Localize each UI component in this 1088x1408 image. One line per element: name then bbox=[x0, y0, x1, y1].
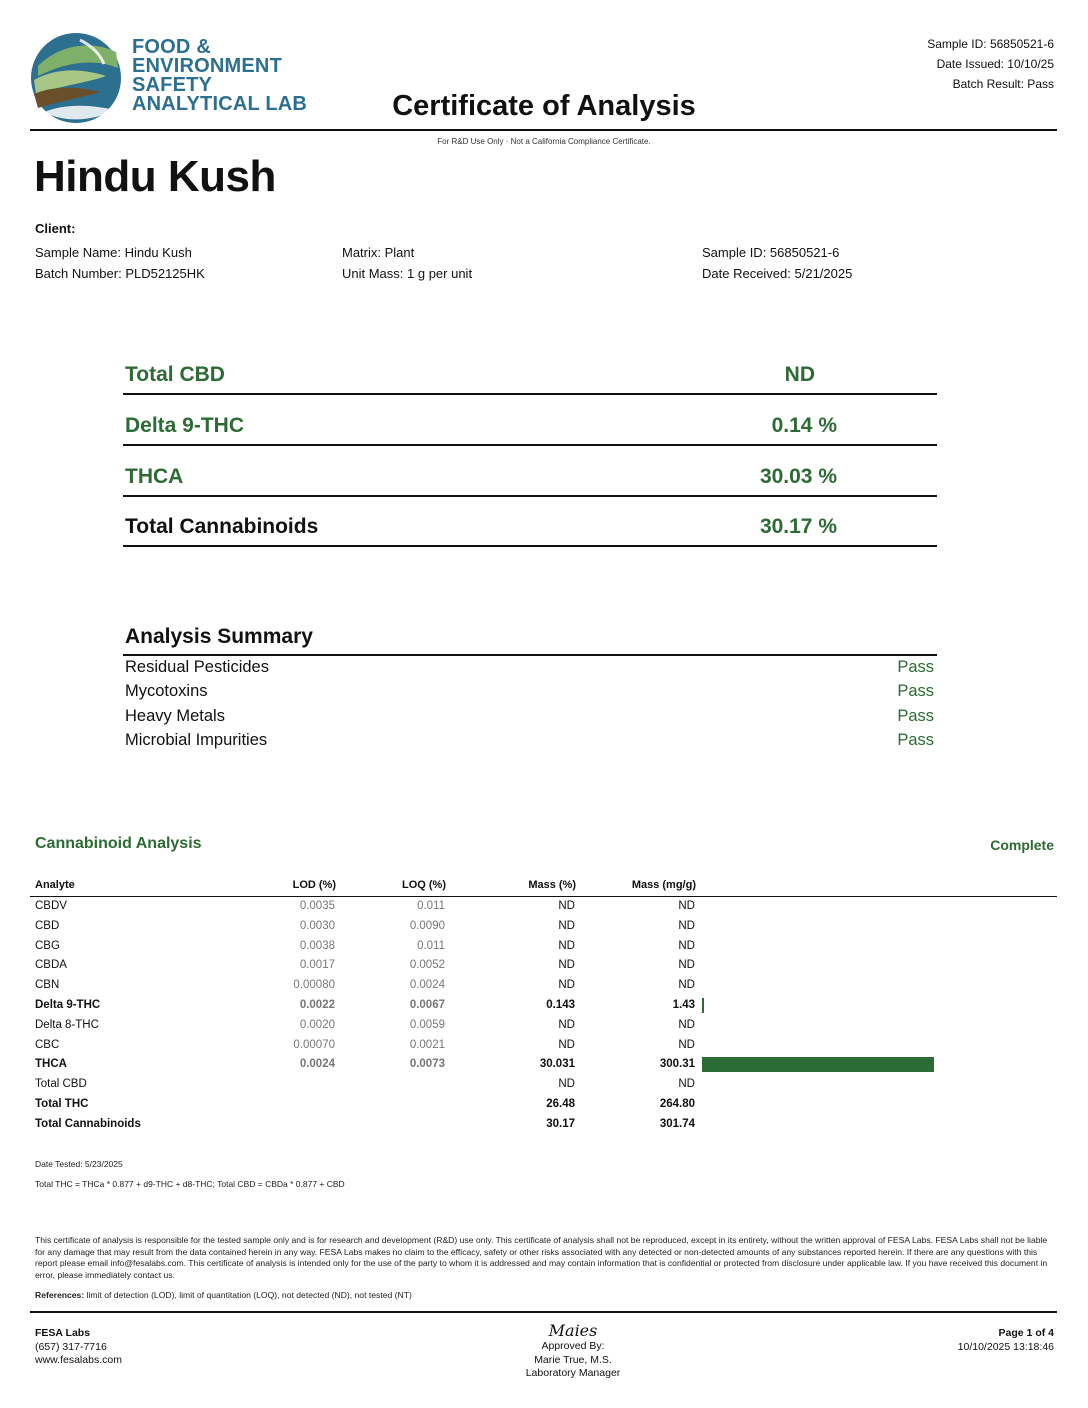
potency-label: Delta 9-THC bbox=[125, 414, 245, 437]
cell-analyte: Total Cannabinoids bbox=[35, 1117, 141, 1130]
sample-info-col-1 bbox=[35, 242, 205, 284]
analysis-summary-title: Analysis Summary bbox=[125, 625, 313, 648]
table-row bbox=[30, 1115, 1057, 1135]
cell-loq: 0.0052 bbox=[409, 959, 445, 972]
potency-label: Total Cannabinoids bbox=[125, 515, 319, 538]
table-row bbox=[30, 1055, 1057, 1075]
report-timestamp: 10/10/2025 13:18:46 bbox=[957, 1340, 1054, 1353]
cell-mass-mg: 264.80 bbox=[659, 1098, 695, 1110]
references bbox=[35, 1290, 412, 1300]
sample-info-col-2 bbox=[342, 242, 472, 284]
cell-loq: 0.0024 bbox=[409, 979, 445, 992]
header-meta bbox=[927, 34, 1054, 94]
cell-analyte: Delta 9-THC bbox=[35, 999, 101, 1011]
col-header-loq: LOQ (%) bbox=[402, 879, 446, 891]
summary-row bbox=[125, 731, 934, 755]
cell-mass-percent: 30.17 bbox=[546, 1117, 575, 1130]
cell-mass-percent: ND bbox=[558, 919, 575, 932]
cell-lod: 0.0024 bbox=[299, 1058, 335, 1071]
cell-mass-mg: ND bbox=[678, 939, 695, 952]
cannabinoid-status: Complete bbox=[990, 837, 1054, 853]
cell-mass-mg: ND bbox=[678, 979, 695, 992]
total-formula: Total THC = THCa * 0.877 + d9-THC + d8-THC; Total CBD = CBDa * 0.877 + CBD bbox=[35, 1179, 345, 1189]
cell-analyte: CBDA bbox=[35, 959, 67, 972]
sample-id: Sample ID: 56850521-6 bbox=[702, 245, 840, 260]
potency-row-thca bbox=[123, 445, 937, 497]
cell-mass-mg: 1.43 bbox=[672, 999, 695, 1011]
cell-analyte: CBG bbox=[35, 939, 60, 952]
col-header-mass-mg: Mass (mg/g) bbox=[631, 879, 696, 891]
document-title: Certificate of Analysis bbox=[392, 90, 696, 122]
potency-value: 30.03 % bbox=[759, 465, 837, 488]
summary-row bbox=[125, 682, 934, 706]
sample-name: Sample Name: Hindu Kush bbox=[35, 245, 192, 260]
header-date-issued: Date Issued: 10/10/25 bbox=[936, 57, 1054, 71]
references-text: limit of detection (LOD), limit of quantitation (LOQ), not detected (ND), not tested (NT) bbox=[84, 1290, 412, 1300]
cell-analyte: Delta 8-THC bbox=[35, 1018, 99, 1031]
potency-value: ND bbox=[784, 363, 815, 386]
cell-analyte: Total THC bbox=[35, 1098, 89, 1110]
footer-divider bbox=[30, 1311, 1057, 1313]
cell-mass-percent: ND bbox=[558, 939, 575, 952]
mass-bar bbox=[702, 998, 704, 1013]
page-number: Page 1 of 4 bbox=[998, 1327, 1054, 1339]
cannabinoid-analysis-title: Cannabinoid Analysis bbox=[35, 835, 202, 852]
potency-label: Total CBD bbox=[125, 363, 225, 386]
summary-row bbox=[125, 658, 934, 682]
cell-mass-mg: 300.31 bbox=[659, 1058, 695, 1071]
summary-result: Pass bbox=[897, 707, 934, 725]
cell-analyte: CBDV bbox=[35, 900, 67, 912]
potency-label: THCA bbox=[125, 465, 184, 488]
cell-mass-percent: ND bbox=[558, 979, 575, 992]
summary-test: Mycotoxins bbox=[125, 682, 208, 700]
cell-mass-percent: ND bbox=[558, 959, 575, 972]
lab-logo-text: FOOD & ENVIRONMENT SAFETY ANALYTICAL LAB bbox=[132, 36, 308, 115]
cell-loq: 0.011 bbox=[417, 900, 445, 912]
mass-bar bbox=[702, 1057, 934, 1072]
potency-row-total-cannabinoids bbox=[123, 495, 937, 547]
references-label: References: bbox=[35, 1290, 85, 1300]
footer-page-info bbox=[958, 1327, 1054, 1354]
cell-mass-percent: 26.48 bbox=[546, 1098, 575, 1110]
date-received: Date Received: 5/21/2025 bbox=[702, 266, 853, 281]
summary-test: Microbial Impurities bbox=[125, 731, 268, 749]
cell-lod: 0.0022 bbox=[299, 999, 335, 1011]
cell-loq: 0.0090 bbox=[409, 919, 445, 932]
summary-result: Pass bbox=[897, 731, 934, 749]
table-row bbox=[30, 996, 1057, 1016]
cell-mass-percent: ND bbox=[558, 1078, 575, 1091]
table-row bbox=[30, 1036, 1057, 1056]
cell-lod: 0.0030 bbox=[299, 919, 335, 932]
cell-loq: 0.011 bbox=[417, 939, 445, 952]
col-header-mass: Mass (%) bbox=[528, 879, 576, 891]
cell-loq: 0.0073 bbox=[409, 1058, 445, 1071]
rd-disclaimer: For R&D Use Only · Not a California Compliance Certificate. bbox=[437, 137, 651, 146]
sample-info-col-3 bbox=[702, 242, 852, 284]
potency-row-delta9 bbox=[123, 394, 937, 446]
cell-mass-mg: ND bbox=[678, 900, 695, 912]
summary-row bbox=[125, 707, 934, 731]
cell-loq: 0.0067 bbox=[409, 999, 445, 1011]
cell-analyte: CBC bbox=[35, 1038, 60, 1051]
table-row bbox=[30, 937, 1057, 957]
cell-lod: 0.0020 bbox=[299, 1018, 335, 1031]
cell-loq: 0.0021 bbox=[409, 1038, 445, 1051]
unit-mass: Unit Mass: 1 g per unit bbox=[342, 266, 473, 281]
table-row bbox=[30, 917, 1057, 937]
cell-analyte: Total CBD bbox=[35, 1078, 87, 1091]
header-sample-id: Sample ID: 56850521-6 bbox=[927, 37, 1054, 51]
cell-mass-percent: ND bbox=[558, 1018, 575, 1031]
cell-mass-percent: ND bbox=[558, 900, 575, 912]
summary-test: Heavy Metals bbox=[125, 707, 225, 725]
header-batch-result: Batch Result: Pass bbox=[952, 77, 1054, 91]
footer-company-name: FESA Labs bbox=[35, 1327, 91, 1339]
table-row bbox=[30, 897, 1057, 917]
cell-mass-mg: ND bbox=[678, 959, 695, 972]
batch-number: Batch Number: PLD52125HK bbox=[35, 266, 205, 281]
summary-result: Pass bbox=[897, 682, 934, 700]
cell-lod: 0.0035 bbox=[299, 900, 335, 912]
approver-title: Laboratory Manager bbox=[525, 1367, 621, 1379]
header-divider bbox=[30, 129, 1057, 131]
cell-analyte: THCA bbox=[35, 1058, 67, 1071]
footer-phone: (657) 317-7716 bbox=[35, 1340, 107, 1353]
cell-loq: 0.0059 bbox=[409, 1018, 445, 1031]
footer-approval bbox=[0, 1322, 1088, 1381]
cell-analyte: CBD bbox=[35, 919, 60, 932]
cell-mass-mg: ND bbox=[678, 1038, 695, 1051]
cell-mass-percent: 0.143 bbox=[546, 999, 575, 1011]
cell-mass-mg: ND bbox=[678, 1078, 695, 1091]
col-header-analyte: Analyte bbox=[35, 879, 75, 891]
cell-mass-mg: ND bbox=[678, 919, 695, 932]
cell-mass-percent: 30.031 bbox=[539, 1058, 575, 1071]
cell-lod: 0.00080 bbox=[293, 979, 335, 992]
cell-mass-mg: 301.74 bbox=[659, 1117, 695, 1130]
approver-name: Marie True, M.S. bbox=[534, 1353, 612, 1366]
cell-lod: 0.0017 bbox=[299, 959, 335, 972]
table-row bbox=[30, 1095, 1057, 1115]
cell-mass-percent: ND bbox=[558, 1038, 575, 1051]
potency-value: 30.17 % bbox=[759, 515, 837, 538]
cell-analyte: CBN bbox=[35, 979, 60, 992]
footer-website: www.fesalabs.com bbox=[35, 1354, 122, 1366]
cell-mass-mg: ND bbox=[678, 1018, 695, 1031]
summary-result: Pass bbox=[897, 658, 934, 676]
approver-signature: Maies bbox=[548, 1321, 598, 1340]
analysis-summary-divider bbox=[123, 654, 937, 656]
approved-by-label: Approved By: bbox=[541, 1340, 605, 1352]
cell-lod: 0.00070 bbox=[293, 1038, 335, 1051]
table-row bbox=[30, 1016, 1057, 1036]
table-row bbox=[30, 976, 1057, 996]
summary-test: Residual Pesticides bbox=[125, 658, 269, 676]
sample-title: Hindu Kush bbox=[34, 152, 276, 201]
potency-row-total-cbd bbox=[123, 343, 937, 395]
cell-lod: 0.0038 bbox=[299, 939, 335, 952]
date-tested: Date Tested: 5/23/2025 bbox=[35, 1159, 123, 1169]
table-row bbox=[30, 1075, 1057, 1095]
matrix: Matrix: Plant bbox=[342, 245, 415, 260]
table-row bbox=[30, 956, 1057, 976]
potency-value: 0.14 % bbox=[771, 414, 837, 437]
col-header-lod: LOD (%) bbox=[292, 879, 336, 891]
client-label: Client: bbox=[35, 221, 76, 236]
legal-disclaimer: This certificate of analysis is responsible for the tested sample only and is for research and development (R&D) use only. This certificate of analysis shall not be reproduced, except in its entirety, without the written approval of FESA Labs. FESA Labs shall not be liable for any damage that may result from the data contained herein in any way. FESA Labs makes no claim to the efficacy, safety or other risks associated with any detected or non-detected amounts of any substances reported herein. If there are any questions with this report please email info@fesalabs.com. This certificate of analysis is intended only for the use of the party to whom it is addressed and may contain information that is confidential or protected from disclosure under applicable law. If you have received this document in error, please immediately contact us. bbox=[35, 1235, 1048, 1280]
